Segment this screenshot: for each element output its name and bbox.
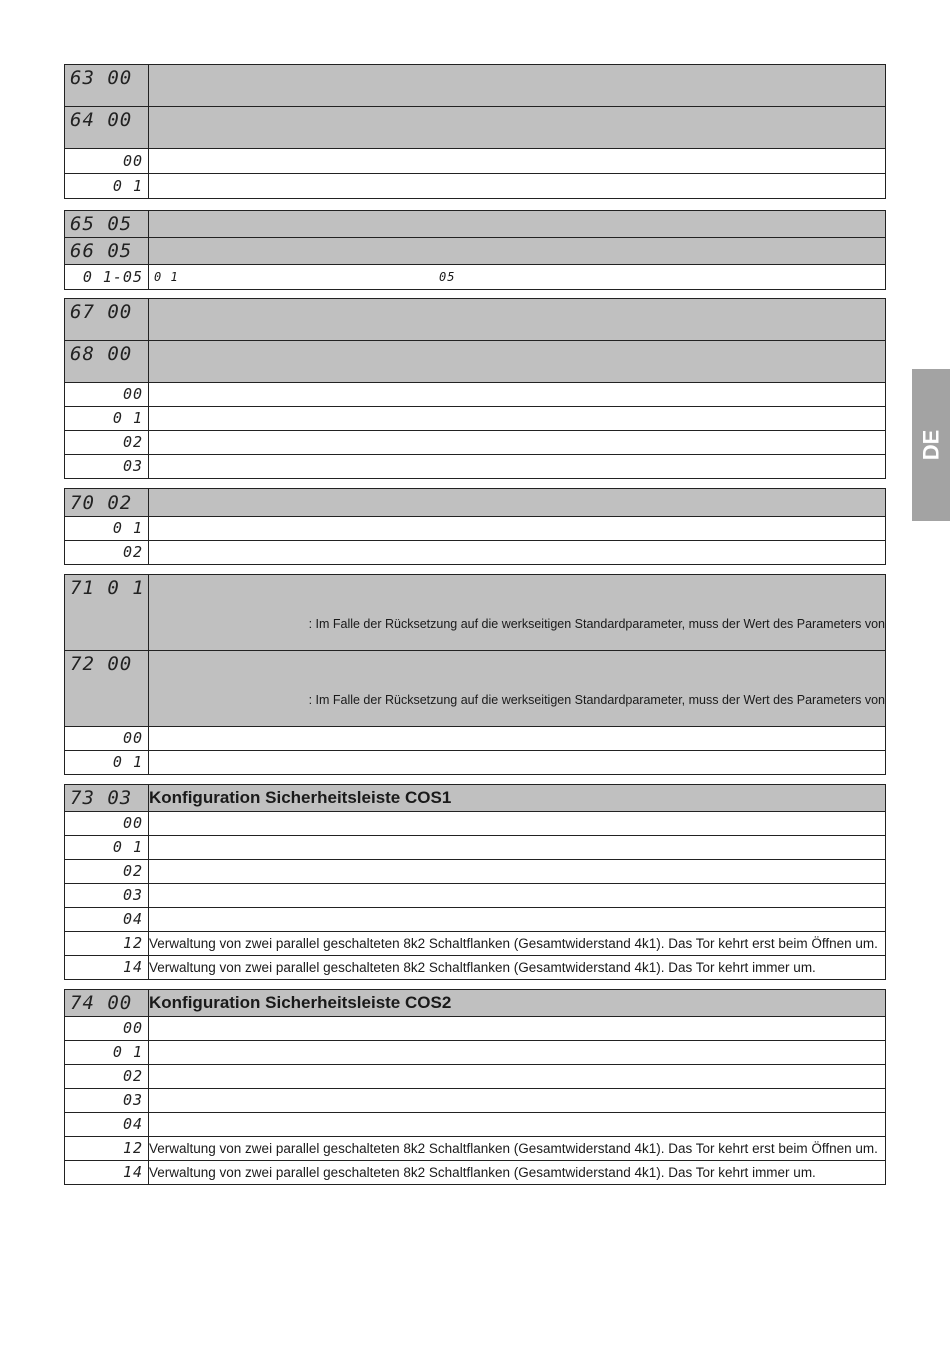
value-code: 0 1	[112, 519, 143, 537]
value-row	[65, 884, 886, 908]
value-row	[65, 383, 886, 407]
param-title: Konfiguration Sicherheitsleiste COS1	[149, 785, 886, 812]
value-description	[149, 149, 886, 174]
param-table-67-68	[64, 298, 886, 479]
param-note: : Im Falle der Rücksetzung auf die werkseitigen Standardparameter, muss der Wert des Parameters von	[149, 651, 886, 727]
value-description: Verwaltung von zwei parallel geschalteten 8k2 Schaltflanken (Gesamtwiderstand 4k1). Das Tor kehrt erst beim Öffnen um.	[149, 1137, 886, 1161]
param-description	[149, 211, 886, 238]
value-code: 00	[122, 814, 143, 832]
value-row	[65, 812, 886, 836]
param-row-73	[65, 785, 886, 812]
param-table-63-64	[64, 64, 886, 199]
value-code: 02	[122, 1067, 143, 1085]
param-table-73	[64, 784, 886, 980]
param-row-65	[65, 211, 886, 238]
value-description: Verwaltung von zwei parallel geschalteten 8k2 Schaltflanken (Gesamtwiderstand 4k1). Das Tor kehrt immer um.	[149, 1161, 886, 1185]
value-description	[149, 1041, 886, 1065]
value-row	[65, 149, 886, 174]
value-row	[65, 956, 886, 980]
value-row	[65, 455, 886, 479]
param-note: : Im Falle der Rücksetzung auf die werkseitigen Standardparameter, muss der Wert des Parameters von	[149, 575, 886, 651]
param-description	[149, 489, 886, 517]
value-code: 00	[122, 151, 143, 170]
value-description	[149, 884, 886, 908]
value-description	[149, 383, 886, 407]
value-code: 03	[122, 886, 143, 904]
value-row	[65, 174, 886, 199]
param-description	[149, 238, 886, 265]
value-description: Verwaltung von zwei parallel geschalteten 8k2 Schaltflanken (Gesamtwiderstand 4k1). Das Tor kehrt immer um.	[149, 956, 886, 980]
value-row	[65, 727, 886, 751]
value-description	[149, 517, 886, 541]
range-from: 0 1	[154, 270, 179, 284]
value-description	[149, 836, 886, 860]
value-description	[149, 1065, 886, 1089]
value-code: 0 1	[112, 409, 143, 427]
value-row	[65, 1089, 886, 1113]
param-row-74	[65, 990, 886, 1017]
value-description	[149, 751, 886, 775]
value-code: 0 1	[112, 1043, 143, 1061]
value-code: 02	[122, 543, 143, 561]
value-row	[65, 1041, 886, 1065]
value-description	[149, 1089, 886, 1113]
param-row-70	[65, 489, 886, 517]
value-code: 02	[122, 862, 143, 880]
param-table-74	[64, 989, 886, 1185]
language-tab-label: DE	[918, 429, 943, 461]
param-title: Konfiguration Sicherheitsleiste COS2	[149, 990, 886, 1017]
value-description	[149, 455, 886, 479]
param-row-66	[65, 238, 886, 265]
range-to: 05	[439, 270, 456, 284]
value-description	[149, 812, 886, 836]
value-code: 14	[122, 1163, 143, 1181]
value-code: 04	[122, 1115, 143, 1133]
value-description	[149, 908, 886, 932]
param-table-70	[64, 488, 886, 565]
value-row	[65, 1017, 886, 1041]
value-code: 12	[122, 1139, 143, 1157]
value-description	[149, 407, 886, 431]
value-code: 0 1	[112, 838, 143, 856]
value-row	[65, 1161, 886, 1185]
value-description	[149, 1113, 886, 1137]
param-code: 66 05	[70, 240, 133, 262]
param-code: 67 00	[70, 301, 133, 323]
param-row-72	[65, 651, 886, 727]
value-code: 0 1	[112, 176, 143, 195]
value-description	[149, 265, 886, 290]
value-code: 0 1	[112, 753, 143, 771]
value-row	[65, 517, 886, 541]
param-description	[149, 299, 886, 341]
value-description	[149, 541, 886, 565]
value-description	[149, 431, 886, 455]
param-row-68	[65, 341, 886, 383]
value-row	[65, 932, 886, 956]
value-code: 02	[122, 433, 143, 451]
param-description	[149, 65, 886, 107]
value-code: 04	[122, 910, 143, 928]
param-code: 68 00	[70, 343, 133, 365]
param-row-71	[65, 575, 886, 651]
param-code: 70 02	[70, 491, 133, 514]
value-row	[65, 407, 886, 431]
param-row-67	[65, 299, 886, 341]
param-code: 65 05	[70, 213, 133, 235]
value-description	[149, 727, 886, 751]
value-row	[65, 751, 886, 775]
value-row	[65, 1113, 886, 1137]
value-row	[65, 836, 886, 860]
param-table-65-66	[64, 210, 886, 290]
value-row	[65, 860, 886, 884]
param-row-64	[65, 107, 886, 149]
param-code: 73 03	[70, 787, 133, 809]
value-description	[149, 1017, 886, 1041]
value-code: 00	[122, 1019, 143, 1037]
value-code: 03	[122, 1091, 143, 1109]
value-row	[65, 908, 886, 932]
value-row	[65, 265, 886, 290]
value-code: 00	[122, 385, 143, 403]
param-row-63	[65, 65, 886, 107]
value-code: 00	[122, 729, 143, 747]
value-description	[149, 860, 886, 884]
value-row	[65, 431, 886, 455]
value-description: Verwaltung von zwei parallel geschalteten 8k2 Schaltflanken (Gesamtwiderstand 4k1). Das Tor kehrt erst beim Öffnen um.	[149, 932, 886, 956]
value-code: 14	[122, 958, 143, 976]
param-table-71-72	[64, 574, 886, 775]
value-code: 0 1-05	[82, 267, 143, 286]
param-code: 64 00	[70, 109, 133, 131]
language-tab	[912, 369, 950, 521]
value-description	[149, 174, 886, 199]
param-code: 71 0 1	[70, 577, 145, 599]
param-code: 74 00	[70, 992, 133, 1014]
value-row	[65, 1065, 886, 1089]
value-row	[65, 541, 886, 565]
value-code: 03	[122, 457, 143, 475]
value-row	[65, 1137, 886, 1161]
param-description	[149, 341, 886, 383]
value-code: 12	[122, 934, 143, 952]
param-code: 72 00	[70, 653, 133, 675]
param-code: 63 00	[70, 67, 133, 89]
param-description	[149, 107, 886, 149]
